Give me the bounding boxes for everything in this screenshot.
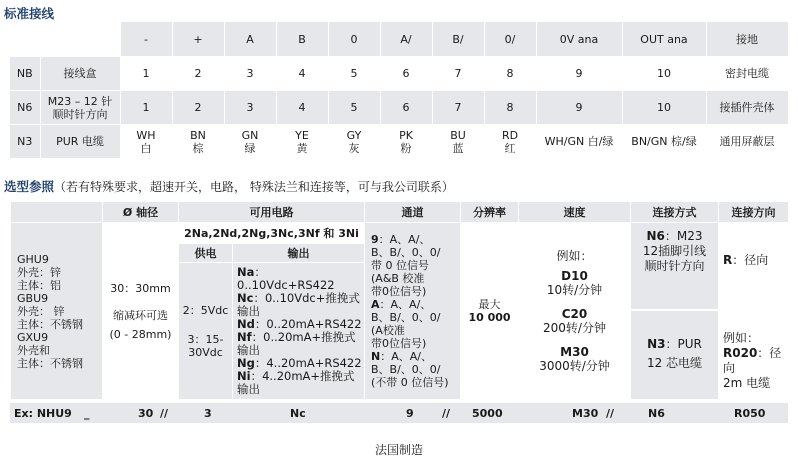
wiring-cell: 5	[328, 91, 380, 125]
channel-code: N	[371, 350, 381, 363]
example-separator: //	[606, 407, 615, 420]
channel-line: ：A、A/、	[379, 298, 432, 311]
wiring-cell	[328, 125, 380, 159]
header-direction: 连接方向	[719, 202, 789, 223]
model-line: 主体：铝	[17, 278, 61, 292]
wiring-cell	[484, 125, 536, 159]
connection-line: 顺时针方向	[644, 259, 705, 273]
wiring-row-label: 接线盒	[40, 57, 120, 91]
wiring-cell: 3	[224, 57, 276, 91]
wiring-cell: 6	[380, 57, 432, 91]
wiring-cell: 1	[120, 57, 172, 91]
wiring-ground-cell: 接插件壳体	[706, 91, 788, 125]
model-line: 外壳：锌	[17, 265, 61, 279]
wiring-ground-cell: 通用屏蔽层	[706, 125, 788, 159]
wiring-cell: 7	[432, 91, 484, 125]
wiring-cell	[224, 125, 276, 159]
output-code: Nc	[237, 291, 254, 305]
example-order-row	[10, 403, 788, 423]
speed-text: 10转/分钟	[546, 283, 603, 297]
output-code: Nd	[237, 317, 255, 331]
example-label: Ex: NHU9	[14, 407, 72, 420]
wiring-cell: 4	[276, 91, 328, 125]
header-circuit: 可用电路	[179, 202, 365, 223]
wiring-row-n3	[10, 125, 788, 159]
wiring-cell: 7	[432, 57, 484, 91]
channel-line: 带0位信号)	[371, 285, 427, 298]
example-connection: N6	[648, 407, 665, 420]
footer-made-in: 法国制造	[374, 443, 423, 457]
example-shaft: 30	[138, 407, 154, 420]
channel-line: B、B/、0、0/	[371, 246, 441, 259]
wiring-cell: 8	[484, 57, 536, 91]
wire-color-code: RD	[501, 128, 519, 142]
header-shaft: Ø 轴径	[103, 202, 179, 223]
wiring-header-cell: A	[224, 22, 276, 57]
direction-code: R	[723, 253, 733, 267]
supply-line: 3：15-	[187, 332, 224, 346]
model-line: 主体：不锈钢	[17, 317, 83, 331]
channel-line: 带0位信号)	[371, 337, 427, 350]
output-code: Ng	[237, 356, 255, 370]
selection-table	[10, 201, 789, 400]
resolution-cell	[461, 223, 519, 400]
channel-line: ：A、A/、	[378, 233, 431, 246]
connection-text: ：PUR	[665, 337, 702, 351]
wiring-cell	[380, 125, 432, 159]
resolution-value: 10 000	[468, 311, 511, 324]
shaft-line: 30：30mm	[110, 281, 171, 295]
wiring-header-cell: B	[276, 22, 328, 57]
channel-line: (A校准	[371, 324, 405, 337]
wiring-cell: 2	[172, 91, 224, 125]
selection-note-text: （若有特殊要求，超速开关，电路， 特殊法兰和连接等，可与我公司联系）	[54, 180, 454, 194]
direction-tail: 2m 电缆	[723, 376, 771, 390]
connection-text: ：M23	[664, 229, 703, 243]
wire-color-code: GN	[241, 128, 259, 142]
channel-cell	[365, 223, 461, 400]
output-text: ：4..20mA+推挽式输出	[237, 369, 355, 396]
speed-text: 200转/分钟	[543, 321, 606, 335]
wiring-cell: 4	[276, 57, 328, 91]
wiring-header-cell: 0V ana	[536, 22, 622, 57]
channel-code: 9	[371, 233, 379, 246]
wire-color-code: BN	[190, 128, 206, 142]
circuits-header-row	[11, 223, 789, 244]
direction-intro: 例如：	[723, 331, 760, 345]
wire-color-name: 蓝	[452, 141, 464, 155]
output-text: ：0..10Vdc+推挽式输出	[237, 291, 360, 318]
wiring-header-row	[10, 22, 788, 57]
direction-cell	[719, 223, 789, 400]
channel-line: (不带 0 位信号)	[371, 376, 449, 389]
wire-color-name: 红	[504, 141, 516, 155]
wiring-cell: WH/GN 白/绿	[536, 125, 622, 159]
connection-line: 12插脚引线	[642, 244, 707, 258]
wiring-cell	[432, 125, 484, 159]
wiring-cell: 6	[380, 91, 432, 125]
wiring-row-code: N6	[10, 91, 40, 125]
example-direction: R050	[734, 407, 766, 420]
header-connection: 连接方式	[631, 202, 719, 223]
speed-text: 3000转/分钟	[539, 359, 610, 373]
connection-n3	[631, 311, 718, 399]
connection-code: N6	[646, 229, 665, 243]
wiring-row-label-line: 顺时针方向	[52, 107, 108, 121]
wire-color-code: GY	[346, 128, 362, 142]
header-resolution: 分辨率	[461, 202, 519, 223]
wiring-row-label: PUR 电缆	[40, 125, 120, 159]
wiring-cell: 2	[172, 57, 224, 91]
wiring-row-code: NB	[10, 57, 40, 91]
connection-n6	[631, 223, 718, 309]
wire-color-name: 黄	[296, 141, 308, 155]
connection-line: 12 芯电缆	[646, 356, 703, 370]
output-code: Na	[237, 265, 255, 279]
wiring-cell: 1	[120, 91, 172, 125]
speed-code: C20	[561, 307, 588, 321]
wiring-row-n6	[10, 91, 788, 125]
speed-code: M30	[560, 345, 589, 359]
wiring-cell: 10	[622, 57, 706, 91]
channel-line: ：A、A/、	[380, 350, 432, 363]
model-line: GHU9	[17, 252, 49, 266]
wire-color-name: 灰	[348, 141, 360, 155]
wiring-title-text: 标准接线	[4, 6, 55, 21]
model-line: GBU9	[17, 291, 49, 305]
output-code: Nf	[237, 330, 252, 344]
wiring-row-nb	[10, 57, 788, 91]
example-separator: _	[84, 407, 90, 420]
channel-line: (A&B 校准	[371, 272, 425, 285]
wiring-header-cell: A/	[380, 22, 432, 57]
wiring-row-code: N3	[10, 125, 40, 159]
wire-color-code: BU	[450, 128, 466, 142]
shaft-line: 缩减环可选	[113, 308, 168, 322]
speed-intro: 例如：	[556, 249, 593, 263]
wiring-cell: 9	[536, 91, 622, 125]
wiring-cell	[276, 125, 328, 159]
models-cell	[11, 223, 103, 400]
wiring-ground-cell: 密封电缆	[706, 57, 788, 91]
selection-title-text: 选型参照	[4, 179, 55, 194]
speed-cell	[519, 223, 631, 400]
wiring-cell: BN/GN 棕/绿	[622, 125, 706, 159]
example-output: Nc	[290, 407, 306, 420]
example-separator: //	[160, 407, 169, 420]
supply-line: 2：5Vdc	[182, 303, 229, 317]
wiring-cell	[172, 125, 224, 159]
wiring-header-cell: OUT ana	[622, 22, 706, 57]
shaft-line: (0 - 28mm)	[109, 327, 172, 341]
output-text: ：0..20mA+推挽式输出	[237, 330, 356, 357]
wiring-cell: 10	[622, 91, 706, 125]
model-line: 外壳和	[17, 343, 50, 357]
channel-line: 带 0 位信号	[371, 259, 429, 272]
wiring-header-cell: +	[172, 22, 224, 57]
output-header: 输出	[233, 244, 365, 263]
wiring-header-cell: B/	[432, 22, 484, 57]
wiring-cell	[120, 125, 172, 159]
wiring-header-cell: 接地	[706, 22, 788, 57]
direction-code: R020	[723, 346, 758, 360]
output-text: ：4..20mA+RS422	[254, 356, 362, 370]
example-supply: 3	[204, 407, 212, 420]
wire-color-name: 绿	[244, 141, 256, 155]
example-speed: M30	[572, 407, 599, 420]
connection-cell	[631, 223, 719, 400]
wiring-header-cell: 0	[328, 22, 380, 57]
supply-header: 供电	[179, 244, 233, 263]
wiring-header-cell: 0/	[484, 22, 536, 57]
wire-color-code: WH	[136, 128, 156, 142]
output-text: ：0..20mA+RS422	[254, 317, 362, 331]
output-cell	[233, 263, 365, 400]
circuits-header: 2Na,2Nd,2Ng,3Nc,3Nf 和 3Ni	[179, 223, 365, 244]
output-code: Ni	[237, 369, 251, 383]
speed-code: D10	[561, 269, 588, 283]
selection-section-title	[4, 177, 454, 195]
wiring-section-title	[4, 4, 54, 22]
wire-color-name: 白	[140, 141, 152, 155]
wiring-cell: 9	[536, 57, 622, 91]
resolution-line: 最大	[478, 298, 501, 311]
wiring-table	[10, 22, 789, 159]
wiring-row-label	[40, 91, 120, 125]
channel-code: A	[371, 298, 380, 311]
wire-color-code: YE	[295, 128, 309, 142]
direction-cable	[719, 311, 788, 399]
wire-color-name: 粉	[400, 141, 412, 155]
wiring-cell: 8	[484, 91, 536, 125]
wiring-cell: 5	[328, 57, 380, 91]
wire-color-code: PK	[399, 128, 413, 142]
channel-line: B、B/、0、0/	[371, 311, 441, 324]
shaft-cell	[103, 223, 179, 400]
direction-radial	[719, 223, 788, 309]
wire-color-name: 棕	[192, 141, 204, 155]
wiring-cell: 3	[224, 91, 276, 125]
channel-line: B、B/、0、0/	[371, 363, 441, 376]
example-resolution: 5000	[472, 407, 503, 420]
direction-text: ：径向	[723, 346, 782, 375]
example-separator: //	[442, 407, 451, 420]
wiring-header-cell: -	[120, 22, 172, 57]
example-channel: 9	[406, 407, 414, 420]
wiring-row-label-line: M23 – 12 针	[47, 94, 113, 108]
selection-header-row	[11, 202, 789, 223]
output-text: ：0..10Vdc+RS422	[237, 265, 335, 292]
direction-text: ：径向	[732, 253, 769, 267]
model-line: 主体：不锈钢	[17, 356, 83, 370]
supply-line: 30Vdc	[188, 345, 223, 359]
header-channel: 通道	[365, 202, 461, 223]
supply-cell	[179, 263, 233, 400]
model-line: GXU9	[17, 330, 49, 344]
header-speed: 速度	[519, 202, 631, 223]
model-line: 外壳： 锌	[17, 304, 65, 318]
connection-code: N3	[647, 337, 666, 351]
